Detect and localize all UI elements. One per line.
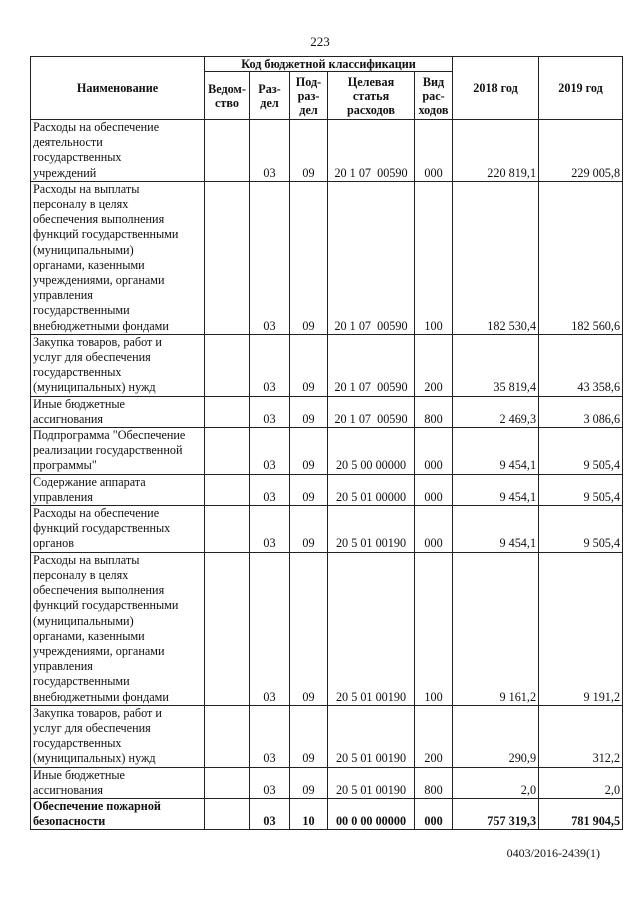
cell-2019: 9 505,4 — [539, 506, 623, 553]
cell-name: Обеспечение пожарной безопасности — [31, 798, 205, 829]
cell-subsection: 09 — [290, 474, 328, 505]
header-code-group: Код бюджетной классификации — [205, 57, 453, 72]
cell-exp-type: 200 — [415, 334, 453, 396]
cell-2019: 182 560,6 — [539, 181, 623, 334]
cell-subsection: 10 — [290, 798, 328, 829]
cell-target: 20 1 07 00590 — [328, 334, 415, 396]
cell-2018: 757 319,3 — [453, 798, 539, 829]
header-name: Наименование — [31, 57, 205, 120]
cell-2019: 9 505,4 — [539, 474, 623, 505]
table-row — [31, 334, 623, 396]
cell-2018: 2 469,3 — [453, 396, 539, 427]
cell-subsection: 09 — [290, 428, 328, 475]
cell-2019: 9 505,4 — [539, 428, 623, 475]
cell-subsection: 09 — [290, 552, 328, 705]
cell-name: Расходы на обеспечение функций государственных органов — [31, 506, 205, 553]
cell-target: 20 1 07 00590 — [328, 181, 415, 334]
cell-2018: 35 819,4 — [453, 334, 539, 396]
cell-section: 03 — [250, 474, 290, 505]
cell-2019: 229 005,8 — [539, 120, 623, 182]
cell-dept — [205, 474, 250, 505]
cell-exp-type: 800 — [415, 396, 453, 427]
cell-section: 03 — [250, 506, 290, 553]
cell-subsection: 09 — [290, 705, 328, 767]
table-row — [31, 181, 623, 334]
table-body — [31, 120, 623, 830]
cell-2018: 9 454,1 — [453, 474, 539, 505]
cell-2019: 3 086,6 — [539, 396, 623, 427]
header-2018: 2018 год — [453, 57, 539, 120]
cell-name: Расходы на выплаты персоналу в целях обеспечения выполнения функций государственными (муниципальными) органами, казенными учреждениями, органами управления государственными внебюджетными фондами — [31, 552, 205, 705]
cell-section: 03 — [250, 334, 290, 396]
cell-2019: 9 191,2 — [539, 552, 623, 705]
cell-section: 03 — [250, 798, 290, 829]
cell-exp-type: 000 — [415, 798, 453, 829]
cell-2018: 9 454,1 — [453, 428, 539, 475]
cell-section: 03 — [250, 396, 290, 427]
header-subsection: Под- раз- дел — [290, 72, 328, 120]
table-row — [31, 120, 623, 182]
table-row — [31, 474, 623, 505]
header-exp-type: Вид рас- ходов — [415, 72, 453, 120]
cell-subsection: 09 — [290, 181, 328, 334]
cell-target: 20 5 01 00190 — [328, 767, 415, 798]
cell-target: 20 5 01 00000 — [328, 474, 415, 505]
cell-dept — [205, 506, 250, 553]
cell-2019: 2,0 — [539, 767, 623, 798]
table-row — [31, 767, 623, 798]
cell-name: Подпрограмма "Обеспечение реализации государственной программы" — [31, 428, 205, 475]
cell-dept — [205, 120, 250, 182]
cell-section: 03 — [250, 767, 290, 798]
header-section: Раз- дел — [250, 72, 290, 120]
cell-exp-type: 000 — [415, 120, 453, 182]
cell-dept — [205, 767, 250, 798]
cell-subsection: 09 — [290, 334, 328, 396]
cell-target: 20 5 01 00190 — [328, 552, 415, 705]
cell-target: 20 5 01 00190 — [328, 705, 415, 767]
table-header — [31, 57, 623, 120]
cell-name: Иные бюджетные ассигнования — [31, 396, 205, 427]
cell-dept — [205, 552, 250, 705]
cell-exp-type: 800 — [415, 767, 453, 798]
cell-subsection: 09 — [290, 506, 328, 553]
cell-subsection: 09 — [290, 396, 328, 427]
page-number: 223 — [310, 34, 330, 49]
table-row — [31, 428, 623, 475]
cell-section: 03 — [250, 552, 290, 705]
cell-name: Расходы на обеспечение деятельности государственных учреждений — [31, 120, 205, 182]
cell-2018: 2,0 — [453, 767, 539, 798]
cell-2019: 43 358,6 — [539, 334, 623, 396]
cell-2018: 220 819,1 — [453, 120, 539, 182]
cell-dept — [205, 396, 250, 427]
table-row — [31, 396, 623, 427]
table-row — [31, 552, 623, 705]
table-row — [31, 506, 623, 553]
cell-section: 03 — [250, 181, 290, 334]
cell-2018: 9 454,1 — [453, 506, 539, 553]
cell-target: 20 5 01 00190 — [328, 506, 415, 553]
table-row — [31, 705, 623, 767]
cell-section: 03 — [250, 120, 290, 182]
cell-2018: 182 530,4 — [453, 181, 539, 334]
cell-exp-type: 100 — [415, 181, 453, 334]
cell-name: Иные бюджетные ассигнования — [31, 767, 205, 798]
cell-section: 03 — [250, 428, 290, 475]
cell-2019: 312,2 — [539, 705, 623, 767]
cell-dept — [205, 181, 250, 334]
cell-target: 20 5 00 00000 — [328, 428, 415, 475]
cell-target: 20 1 07 00590 — [328, 120, 415, 182]
cell-dept — [205, 334, 250, 396]
cell-dept — [205, 705, 250, 767]
cell-target: 20 1 07 00590 — [328, 396, 415, 427]
cell-name: Содержание аппарата управления — [31, 474, 205, 505]
cell-subsection: 09 — [290, 120, 328, 182]
cell-exp-type: 100 — [415, 552, 453, 705]
cell-name: Закупка товаров, работ и услуг для обеспечения государственных (муниципальных) нужд — [31, 334, 205, 396]
cell-section: 03 — [250, 705, 290, 767]
header-dept: Ведом- ство — [205, 72, 250, 120]
footer-document-code: 0403/2016-2439(1) — [506, 846, 600, 860]
header-target: Целевая статья расходов — [328, 72, 415, 120]
cell-2018: 290,9 — [453, 705, 539, 767]
budget-table — [30, 56, 623, 830]
cell-target: 00 0 00 00000 — [328, 798, 415, 829]
header-2019: 2019 год — [539, 57, 623, 120]
cell-2018: 9 161,2 — [453, 552, 539, 705]
cell-name: Расходы на выплаты персоналу в целях обеспечения выполнения функций государственными (муниципальными) органами, казенными учреждениями, органами управления государственными внебюджетными фондами — [31, 181, 205, 334]
cell-dept — [205, 428, 250, 475]
cell-name: Закупка товаров, работ и услуг для обеспечения государственных (муниципальных) нужд — [31, 705, 205, 767]
cell-2019: 781 904,5 — [539, 798, 623, 829]
table-row — [31, 798, 623, 829]
cell-exp-type: 000 — [415, 428, 453, 475]
cell-dept — [205, 798, 250, 829]
cell-exp-type: 000 — [415, 506, 453, 553]
cell-subsection: 09 — [290, 767, 328, 798]
cell-exp-type: 200 — [415, 705, 453, 767]
cell-exp-type: 000 — [415, 474, 453, 505]
